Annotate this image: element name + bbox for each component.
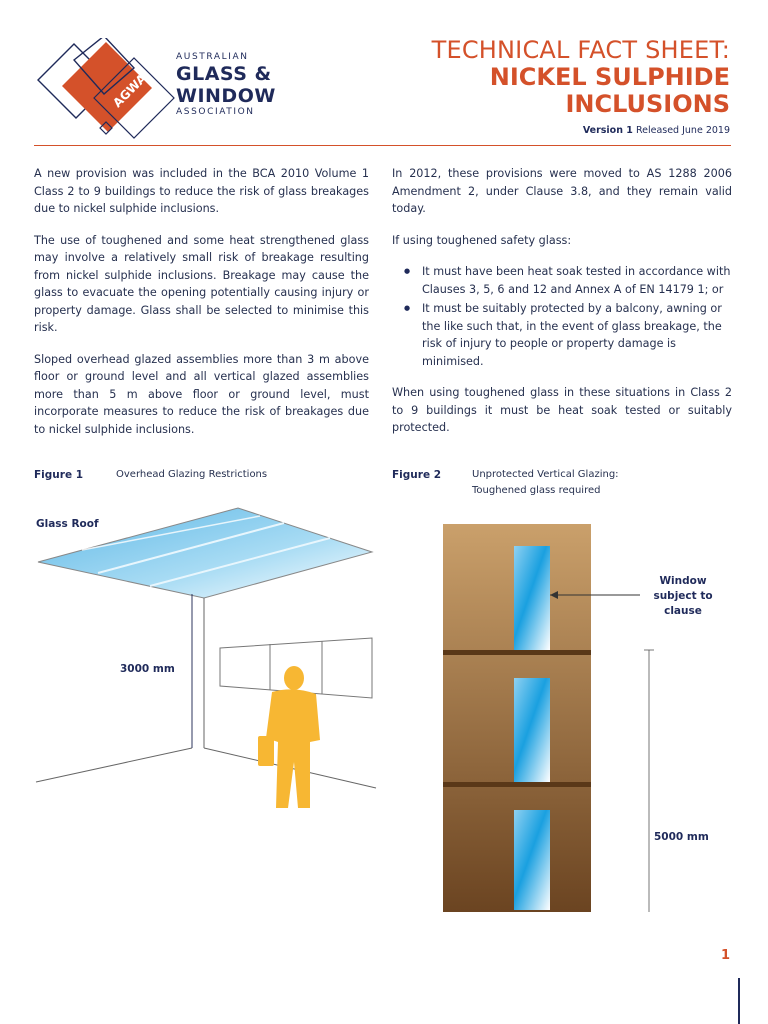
height-3000-label: 3000 mm: [120, 663, 175, 675]
figure-1-label: Figure 1: [34, 469, 84, 481]
window-label-line-1: Window: [659, 575, 707, 587]
logo-text: AGWA: [110, 71, 150, 111]
title-line-2: NICKEL SULPHIDE: [489, 63, 730, 91]
paragraph: A new provision was included in the BCA 2010 Volume 1 Class 2 to 9 buildings to reduce the risk of glass breakages due to nickel sulphide inclusions.: [34, 167, 369, 215]
window-label-line-3: clause: [664, 605, 702, 617]
org-line-3: WINDOW: [176, 85, 276, 107]
paragraph: When using toughened glass in these situations in Class 2 to 9 buildings it must be heat soak tested or suitably protected.: [392, 386, 732, 434]
org-line-4: ASSOCIATION: [176, 107, 255, 117]
left-column: [34, 165, 369, 452]
figure-2-label: Figure 2: [392, 469, 442, 481]
page-number: 1: [720, 948, 730, 963]
document-title: [432, 36, 730, 118]
paragraph: In 2012, these provisions were moved to AS 1288 2006 Amendment 2, under Clause 3.8, and they remain valid today.: [392, 167, 732, 215]
title-line-3: INCLUSIONS: [565, 90, 730, 118]
glass-roof-label: Glass Roof: [36, 518, 99, 530]
version-release: Released June 2019: [635, 125, 730, 136]
window-middle: [514, 678, 550, 782]
version-label: Version 1: [582, 125, 633, 136]
figure-2-caption-line-2: Toughened glass required: [472, 485, 601, 496]
organization-name: [176, 52, 276, 118]
version-info: [583, 125, 730, 136]
overhead-glazing-illustration: [34, 500, 384, 820]
page-edge-bar: [738, 978, 740, 1024]
list-item: ● It must be suitably protected by a balcony, awning or the like such that, in the event of glass breakage, the risk of injury to people or property damage is minimised.: [422, 300, 732, 370]
header-divider: [34, 145, 731, 146]
right-column: [392, 165, 732, 451]
window-upper: [514, 546, 550, 650]
requirements-list: [392, 263, 732, 370]
window-lower: [514, 810, 550, 910]
paragraph: If using toughened safety glass:: [392, 233, 572, 247]
org-line-2: GLASS &: [176, 63, 272, 85]
paragraph: Sloped overhead glazed assemblies more than 3 m above floor or ground level and all vertical glazed assemblies more than 5 m above floor or ground level, must incorporate measures to reduce the risk of breakages due to nickel sulphide inclusions.: [34, 352, 369, 436]
figure-1-caption: Overhead Glazing Restrictions: [116, 469, 268, 480]
org-line-1: AUSTRALIAN: [176, 52, 249, 62]
list-item: ● It must have been heat soak tested in accordance with Clauses 3, 5, 6 and 12 and Annex A of EN 14179 1; or: [422, 263, 732, 298]
title-line-1: TECHNICAL FACT SHEET:: [431, 36, 730, 64]
figure-2-caption: [472, 467, 619, 499]
height-5000-label: 5000 mm: [654, 831, 709, 843]
vertical-glazing-illustration: [440, 520, 740, 920]
agwa-logo: [34, 38, 184, 142]
figure-2-caption-line-1: Unprotected Vertical Glazing:: [472, 469, 619, 480]
paragraph: The use of toughened and some heat strengthened glass may involve a relatively small risk of breakage resulting from nickel sulphide inclusions. Breakage may cause the glass to evacuate the opening potentially causing injury or property damage. Glass shall be selected to minimise this risk.: [34, 233, 369, 334]
window-label-line-2: subject to: [653, 590, 713, 602]
